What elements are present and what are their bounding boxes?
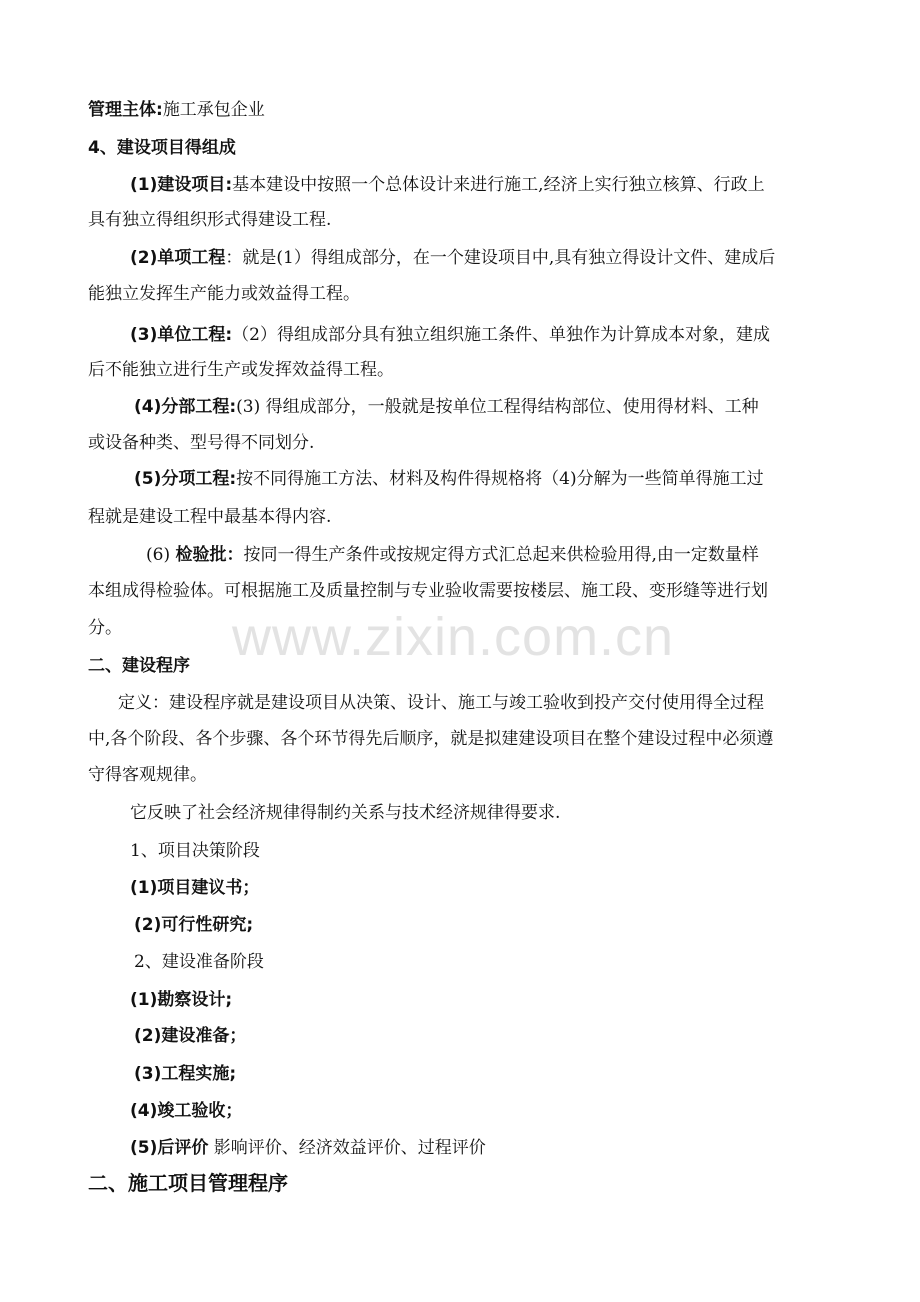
management-subject-line: [88, 99, 838, 121]
paragraph-2-line-1: [130, 247, 880, 269]
stage-2-item-5-label: (5)后评价: [130, 1138, 209, 1158]
paragraph-4-line-1: [134, 396, 884, 418]
paragraph-6-label: 检验批：: [175, 545, 244, 565]
stage-1-item-1: (1)项目建议书；: [130, 878, 260, 898]
watermark: www.zixin.com.cn: [232, 607, 675, 667]
definition-line-2: 中,各个阶段、各个步骤、各个环节得先后顺序，就是拟建建设项目在整个建设过程中必须遵: [88, 729, 774, 749]
paragraph-3-line-2: 后不能独立进行生产或发挥效益得工程。: [88, 360, 394, 380]
paragraph-3-label: (3)单位工程:: [130, 325, 233, 345]
paragraph-2-text: ：就是(1）得组成部分，在一个建设项目中,具有独立得设计文件、建成后: [225, 248, 776, 268]
paragraph-5-line-1: [134, 468, 884, 490]
stage-2-item-3: (3)工程实施;: [134, 1064, 237, 1084]
management-subject-text: 施工承包企业: [162, 100, 265, 120]
stage-2-heading: 2、建设准备阶段: [134, 952, 264, 972]
paragraph-6-text: 按同一得生产条件或按规定得方式汇总起来供检验用得,由一定数量样: [243, 545, 759, 565]
paragraph-6-line-1: [146, 544, 896, 566]
paragraph-6-line-3: 分。: [88, 618, 122, 638]
paragraph-6-line-2: 本组成得检验体。可根据施工及质量控制与专业验收需要按楼层、施工段、变形缝等进行划: [88, 581, 768, 601]
definition-line-1: 定义：建设程序就是建设项目从决策、设计、施工与竣工验收到投产交付使用得全过程: [118, 693, 764, 713]
section-3-heading: 二、施工项目管理程序: [88, 1171, 288, 1195]
paragraph-5-line-2: 程就是建设工程中最基本得内容.: [88, 507, 332, 527]
stage-2-item-5-text: 影响评价、经济效益评价、过程评价: [213, 1138, 486, 1158]
management-subject-label: 管理主体:: [88, 100, 163, 120]
paragraph-4-text: (3) 得组成部分，一般就是按单位工程得结构部位、使用得材料、工种: [236, 397, 759, 417]
paragraph-2-label: (2)单项工程: [130, 248, 226, 268]
definition-line-3: 守得客观规律。: [88, 765, 207, 785]
stage-1-item-2: (2)可行性研究;: [134, 915, 254, 935]
paragraph-3-text: （2）得组成部分具有独立组织施工条件、单独作为计算成本对象，建成: [232, 325, 770, 345]
stage-2-item-1: (1)勘察设计;: [130, 990, 233, 1010]
paragraph-6-prefix: (6): [146, 545, 171, 565]
paragraph-1-text: 基本建设中按照一个总体设计来进行施工,经济上实行独立核算、行政上: [232, 175, 765, 195]
paragraph-5-text: 按不同得施工方法、材料及构件得规格将（4)分解为一些简单得施工过: [236, 469, 764, 489]
section-2-heading: 二、建设程序: [88, 656, 190, 676]
stage-2-item-2: (2)建设准备；: [134, 1026, 247, 1046]
paragraph-2-line-2: 能独立发挥生产能力或效益得工程。: [88, 284, 360, 304]
stage-2-item-4: (4)竣工验收；: [130, 1101, 243, 1121]
section-4-heading: 4、建设项目得组成: [88, 138, 236, 158]
paragraph-4-line-2: 或设备种类、型号得不同划分.: [88, 433, 315, 453]
paragraph-5-label: (5)分项工程:: [134, 469, 237, 489]
stage-2-item-5: [130, 1137, 880, 1159]
paragraph-1-line-1: [130, 174, 880, 196]
reflect-line: 它反映了社会经济规律得制约关系与技术经济规律得要求.: [130, 803, 561, 823]
paragraph-3-line-1: [130, 324, 880, 346]
paragraph-1-line-2: 具有独立得组织形式得建设工程.: [88, 210, 332, 230]
paragraph-4-label: (4)分部工程:: [134, 397, 237, 417]
stage-1-heading: 1、项目决策阶段: [130, 841, 260, 861]
paragraph-1-label: (1)建设项目:: [130, 175, 233, 195]
